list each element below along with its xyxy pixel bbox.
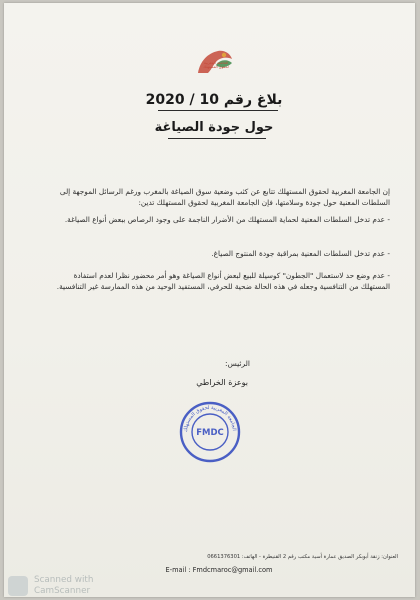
demand-item-lead: - عدم تدخل السلطات المعنية لحماية المستهلك من الأضرار الناجمة على وجود الرصاص ببعض أنواع الصياغة. [64,215,390,224]
document-subtitle: حول جودة الصياغة [154,120,274,135]
logo-dot [222,53,226,57]
watermark-line1: Scanned with [34,575,94,585]
stamp-center-text: FMDC [196,428,224,438]
document-title: بلاغ رقم 10 / 2020 [145,92,283,108]
document-page [4,3,415,597]
stamp-ring-text: الجامعة المغربية لحقوق المستهلك [182,404,237,433]
camscanner-watermark [4,574,134,598]
logo-caption: الجامعة المغربية لحقوق المستهلك [203,61,229,70]
official-stamp [178,400,242,464]
demand-item-quality: - عدم تدخل السلطات المعنية بمراقبة جودة المنتوج الصياغ. [211,249,390,258]
watermark-line2: CamScanner [34,586,91,596]
subtitle-underline [168,138,266,139]
president-label: الرئيس: [225,359,250,368]
intro-paragraph: إن الجامعة المغربية لحقوق المستهلك تتابع عن كثب وضعية سوق الصياغة بالمغرب ورغم الرسائل الموجهة إلى السلطات المعنية حول جودة وسلامتها، فإن الجامعة المغربية لحقوق المستهلك تدين: [59,187,390,207]
title-underline [158,110,278,111]
demand-item-weight-sale: - عدم وضع حد لاستعمال "الجطون" كوسيلة للبيع لبعض أنواع الصياغة وهو أمر محضور نظرا لعدم استفادة المستهلك من التنافسية وجعله في هذه الحالة ضحية للحرفي، المستفيد الوحيد من هذه الممارسة غير التنافسية. [56,271,390,291]
footer-email: E-mail : Fmdcmaroc@gmail.com [165,566,273,574]
camscanner-icon [8,576,28,596]
president-name: بوعزة الخراطي [196,378,248,387]
footer-address: العنوان: زنقة أبوبكر الصديق عمارة أسية مكتب رقم 2 القنيطرة - الهاتف: 0661376301 [207,554,398,560]
